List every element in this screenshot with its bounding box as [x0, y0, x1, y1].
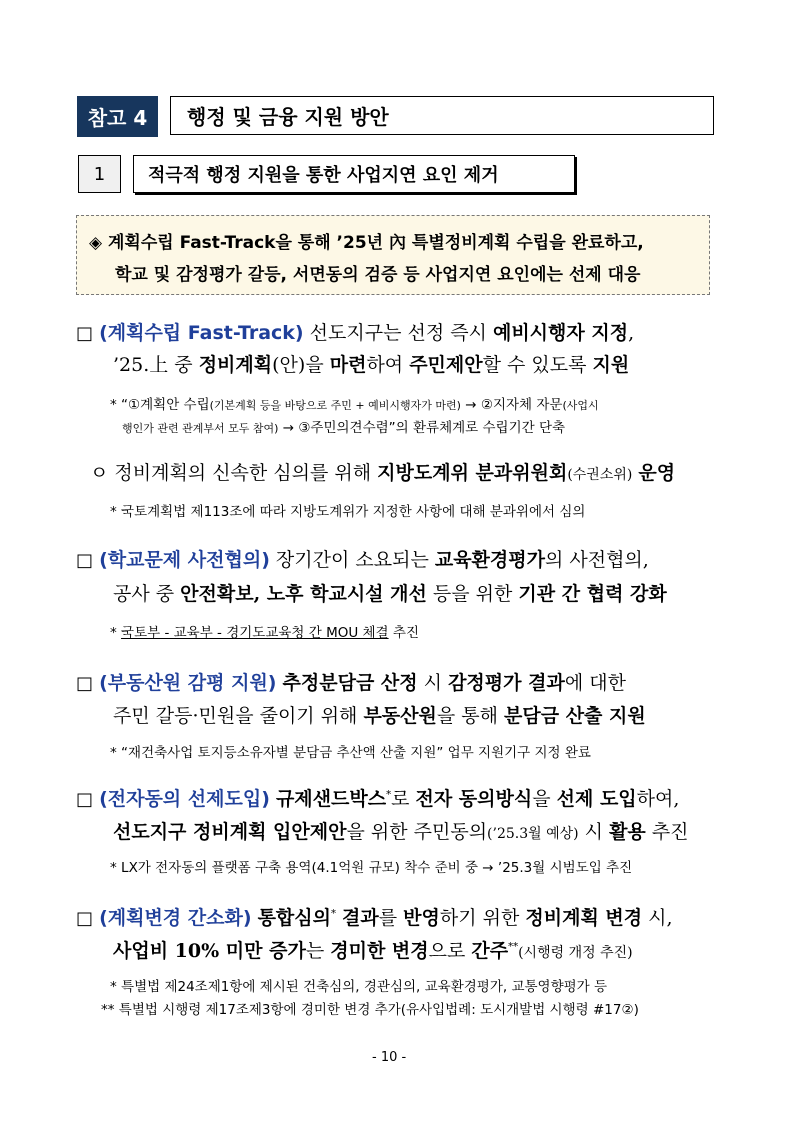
text: 으로 — [428, 940, 472, 962]
section-title: 행정 및 금융 지원 방안 — [170, 96, 714, 135]
checkbox-square: □ — [76, 789, 94, 810]
text: 등을 위한 — [426, 583, 519, 605]
text-bold: 규제샌드박스 — [275, 788, 387, 810]
text-small: (수권소위) — [567, 467, 633, 483]
text: 를 — [378, 907, 404, 929]
footnote: * LX가 전자동의 플랫폼 구축 용역(4.1억원 규모) 착수 준비 중 → ’25.3월 시범도입 추진 — [110, 860, 633, 876]
summary-box — [76, 215, 710, 295]
text-bold: 기관 간 협력 강화 — [518, 583, 667, 605]
text-bold: 안전확보, 노후 학교시설 개선 — [180, 583, 427, 605]
footnote: * “재건축사업 토지등소유자별 분담금 추산액 산출 지원” 업무 지원기구 지정 완료 — [110, 745, 591, 761]
item-school-line-1 — [76, 545, 649, 572]
text: 시 — [417, 672, 449, 694]
text-bold: 선제 도입 — [556, 788, 637, 810]
text-bold: 감정평가 결과 — [448, 672, 565, 694]
text-bold: 반영 — [403, 907, 440, 929]
text-bold: 통합심의 — [257, 907, 331, 929]
text: 하여 — [366, 354, 410, 376]
item-tag: (학교문제 사전협의) — [99, 549, 270, 571]
text: * “①계획안 수립 — [110, 397, 210, 413]
text-bold: 활용 — [609, 821, 646, 843]
text: 을 — [532, 788, 557, 810]
text: ㅇ 정비계획의 신속한 심의를 위해 — [90, 462, 378, 484]
footnote — [122, 416, 565, 436]
footnote-marker: * — [331, 908, 336, 920]
item-appraisal-line-2 — [113, 701, 646, 728]
text: 을 — [305, 354, 330, 376]
text: ’25.上 중 — [113, 354, 199, 376]
text-small: (기본계획 등을 바탕으로 주민 + 예비시행자가 마련) — [209, 399, 461, 412]
item-tag: (전자동의 선제도입) — [99, 788, 270, 810]
item-e-consent-line-2 — [113, 817, 689, 844]
text-bold: 지원 — [592, 354, 630, 376]
text: 시 — [578, 821, 610, 843]
text: 할 수 있도록 — [482, 354, 593, 376]
text-bold: 경미한 변경 — [330, 940, 429, 962]
text-bold: 정비계획 — [198, 354, 273, 376]
footnote-marker: ** — [508, 941, 519, 953]
checkbox-square: □ — [76, 550, 94, 571]
text-bold: 지방도계위 분과위원회 — [377, 462, 568, 484]
text: → ②지자체 자문 — [460, 397, 563, 413]
text-small: (’25.3월 예상) — [487, 826, 579, 842]
text-small: (시행령 개정 추진) — [518, 945, 633, 961]
text-bold: 선도지구 정비계획 입안제안 — [113, 821, 347, 843]
text-bold: 결과 — [342, 907, 379, 929]
text: (안) — [272, 354, 306, 376]
text-bold: 운영 — [638, 462, 676, 484]
item-fast-track-line-1 — [76, 318, 634, 345]
item-e-consent-line-1 — [76, 784, 679, 811]
footnote — [110, 393, 599, 413]
subsection-title: 적극적 행정 지원을 통한 사업지연 요인 제거 — [133, 155, 575, 193]
summary-line-1: ◈ 계획수립 Fast-Track을 통해 ’25년 內 특별정비계획 수립을 완료하고, — [89, 233, 644, 253]
text: → ③주민의견수렴”의 환류체계로 수립기간 단축 — [278, 420, 566, 436]
checkbox-square: □ — [76, 323, 94, 344]
text-bold: 마련 — [329, 354, 367, 376]
checkbox-square: □ — [76, 673, 94, 694]
item-fast-track-line-2 — [113, 350, 629, 377]
text: 을 통해 — [436, 705, 505, 727]
text-bold: 부동산원 — [363, 705, 437, 727]
item-plan-change-line-1 — [76, 903, 673, 930]
item-tag: (부동산원 감평 지원) — [99, 672, 277, 694]
text: 을 위한 주민동의 — [346, 821, 488, 843]
text-bold: 추정분담금 산정 — [282, 672, 418, 694]
text-bold: 교육환경평가 — [434, 549, 545, 571]
subsection-number: 1 — [78, 155, 121, 193]
footnote-marker: * — [386, 789, 392, 801]
text-bold: 예비시행자 지정 — [492, 322, 629, 344]
text: 선도지구는 선정 즉시 — [303, 322, 493, 344]
item-appraisal-line-1 — [76, 668, 626, 695]
sub-item-committee — [90, 458, 675, 485]
checkbox-square: □ — [76, 908, 94, 929]
text-bold: 전자 동의방식 — [415, 788, 533, 810]
section-tag: 참고 4 — [77, 96, 158, 137]
text: 시, — [642, 907, 673, 929]
summary-line-2: 학교 및 감정평가 갈등, 서면동의 검증 등 사업지연 요인에는 선제 대응 — [115, 265, 641, 285]
text-bold: 간주 — [471, 940, 509, 962]
text: 공사 중 — [113, 583, 181, 605]
text: 주민 갈등·민원을 줄이기 위해 — [113, 705, 364, 727]
page-number: - 10 - — [372, 1050, 407, 1065]
text-small: 행인가 관련 관계부서 모두 참여) — [122, 422, 279, 435]
text: 는 — [305, 940, 331, 962]
text-bold: 분담금 산출 지원 — [504, 705, 646, 727]
item-school-line-2 — [113, 579, 667, 606]
text: 에 대한 — [564, 672, 626, 694]
item-tag: (계획변경 간소화) — [99, 907, 252, 929]
text-small: (사업시 — [562, 399, 599, 412]
text: 의 사전협의, — [544, 549, 649, 571]
text: , — [628, 322, 635, 344]
item-plan-change-line-2 — [113, 936, 633, 963]
text: 장기간이 소요되는 — [269, 549, 435, 571]
text: 추진 — [388, 625, 419, 641]
text-bold: 사업비 10% 미만 증가 — [113, 940, 306, 962]
item-tag: (계획수립 Fast-Track) — [99, 322, 304, 344]
text: * — [110, 625, 122, 641]
text: 추진 — [645, 821, 689, 843]
footnote: * 특별법 제24조제1항에 제시된 건축심의, 경관심의, 교육환경평가, 교통영향평가 등 — [110, 979, 608, 995]
text: 하기 위한 — [439, 907, 526, 929]
text-bold: 주민제안 — [409, 354, 483, 376]
footnote: * 국토계획법 제113조에 따라 지방도계위가 지정한 사항에 대해 분과위에서 심의 — [110, 504, 586, 520]
text-underlined: 국토부 - 교육부 - 경기도교육청 간 MOU 체결 — [121, 625, 389, 641]
text: 하여, — [636, 788, 680, 810]
text: 로 — [391, 788, 416, 810]
footnote — [110, 621, 419, 641]
footnote: ** 특별법 시행령 제17조제3항에 경미한 변경 추가(유사입법례: 도시개발법 시행령 #17②) — [101, 1002, 639, 1018]
text-bold: 정비계획 변경 — [525, 907, 643, 929]
